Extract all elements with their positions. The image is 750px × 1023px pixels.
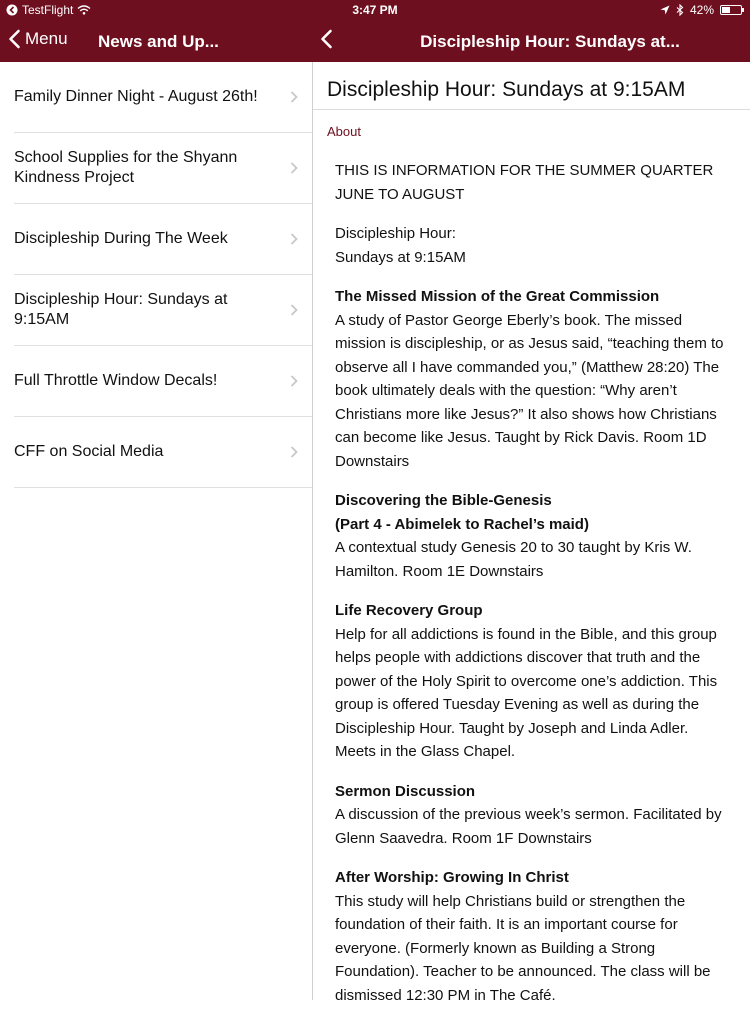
class-description: This study will help Christians build or strengthen the foundation of their faith. It is an important course for everyone. (Formerly known as Building a Strong Foundation). Teacher to be announced. The class will be dismissed 12:30 PM in The Café.: [335, 892, 711, 1004]
chevron-right-icon: [290, 446, 298, 459]
detail-title: Discipleship Hour: Sundays at 9:15AM: [313, 62, 750, 110]
class-description: A study of Pastor George Eberly’s book. The missed mission is discipleship, or as Jesus said, “teaching them to observe all I have commanded you,” (Matthew 28:20) The book ultimately deals with the question: “Why aren’t Christians more like Jesus?” It also shows how Christians can become like Jesus. Taught by Rick Davis. Room 1D Downstairs: [335, 311, 724, 470]
list-item-label: Discipleship During The Week: [14, 230, 228, 247]
list-item[interactable]: [14, 62, 312, 133]
list-item[interactable]: [14, 346, 312, 417]
status-time: 3:47 PM: [352, 3, 398, 17]
chevron-right-icon: [290, 91, 298, 104]
class-description: Help for all addictions is found in the Bible, and this group helps people with addictions discover that truth and the power of the Holy Spirit to overcome one’s addiction. This group is offered Tuesday Evening as well as during the Discipleship Hour. Taught by Joseph and Linda Adler. Meets in the Glass Chapel.: [335, 625, 718, 760]
class-heading: Life Recovery Group: [335, 602, 483, 619]
section-label-about: About: [327, 124, 361, 139]
list-item-label: CFF on Social Media: [14, 443, 164, 460]
status-bar: [0, 0, 750, 20]
menu-label: Menu: [25, 29, 68, 48]
schedule-line-2: Sundays at 9:15AM: [335, 248, 466, 266]
chevron-right-icon: [290, 162, 298, 175]
menu-button[interactable]: [8, 29, 68, 49]
list-pane-title: News and Up...: [98, 32, 219, 51]
detail-back-button[interactable]: [320, 29, 333, 54]
chevron-right-icon: [290, 304, 298, 317]
class-heading: Discovering the Bible-Genesis: [335, 492, 552, 509]
list-item-label: School Supplies for the Shyann Kindness Project: [14, 149, 238, 186]
list-item-label: Full Throttle Window Decals!: [14, 372, 218, 389]
schedule-text: [335, 222, 732, 269]
intro-text: THIS IS INFORMATION FOR THE SUMMER QUARTER JUNE TO AUGUST: [335, 162, 714, 203]
list-item-label: Discipleship Hour: Sundays at 9:15AM: [14, 291, 228, 328]
chevron-left-icon: [320, 29, 333, 49]
carrier-label: TestFlight: [22, 3, 74, 17]
detail-body: [313, 139, 750, 1007]
chevron-right-icon: [290, 233, 298, 246]
class-heading: After Worship: Growing In Christ: [335, 869, 569, 886]
class-block: [335, 780, 732, 851]
bluetooth-icon: [676, 4, 684, 16]
class-description: A contextual study Genesis 20 to 30 taught by Kris W. Hamilton. Room 1E Downstairs: [335, 539, 692, 580]
class-block: [335, 489, 732, 583]
list-item-selected[interactable]: [14, 275, 312, 346]
list-item-label: Family Dinner Night - August 26th!: [14, 88, 258, 105]
news-list: [0, 62, 312, 488]
status-right: [660, 3, 742, 17]
list-item[interactable]: [14, 204, 312, 275]
chevron-right-icon: [290, 375, 298, 388]
schedule-line-1: Discipleship Hour:: [335, 225, 456, 242]
class-heading: The Missed Mission of the Great Commission: [335, 288, 660, 305]
detail-pane-title: Discipleship Hour: Sundays at...: [420, 32, 680, 51]
battery-icon: [720, 5, 742, 15]
battery-fill: [722, 7, 730, 13]
class-block: [335, 599, 732, 764]
class-description: A discussion of the previous week’s sermon. Facilitated by Glenn Saavedra. Room 1F Downstairs: [335, 806, 722, 847]
chevron-left-icon: [8, 29, 21, 49]
detail-pane: [313, 62, 750, 1023]
list-item[interactable]: [14, 133, 312, 204]
class-block: [335, 866, 732, 1007]
class-subheading: (Part 4 - Abimelek to Rachel’s maid): [335, 515, 589, 533]
class-block: [335, 285, 732, 473]
class-heading: Sermon Discussion: [335, 782, 476, 800]
battery-percent: 42%: [689, 3, 714, 17]
navigation-bar: [0, 20, 750, 62]
location-icon: [660, 5, 670, 15]
list-item[interactable]: [14, 417, 312, 488]
